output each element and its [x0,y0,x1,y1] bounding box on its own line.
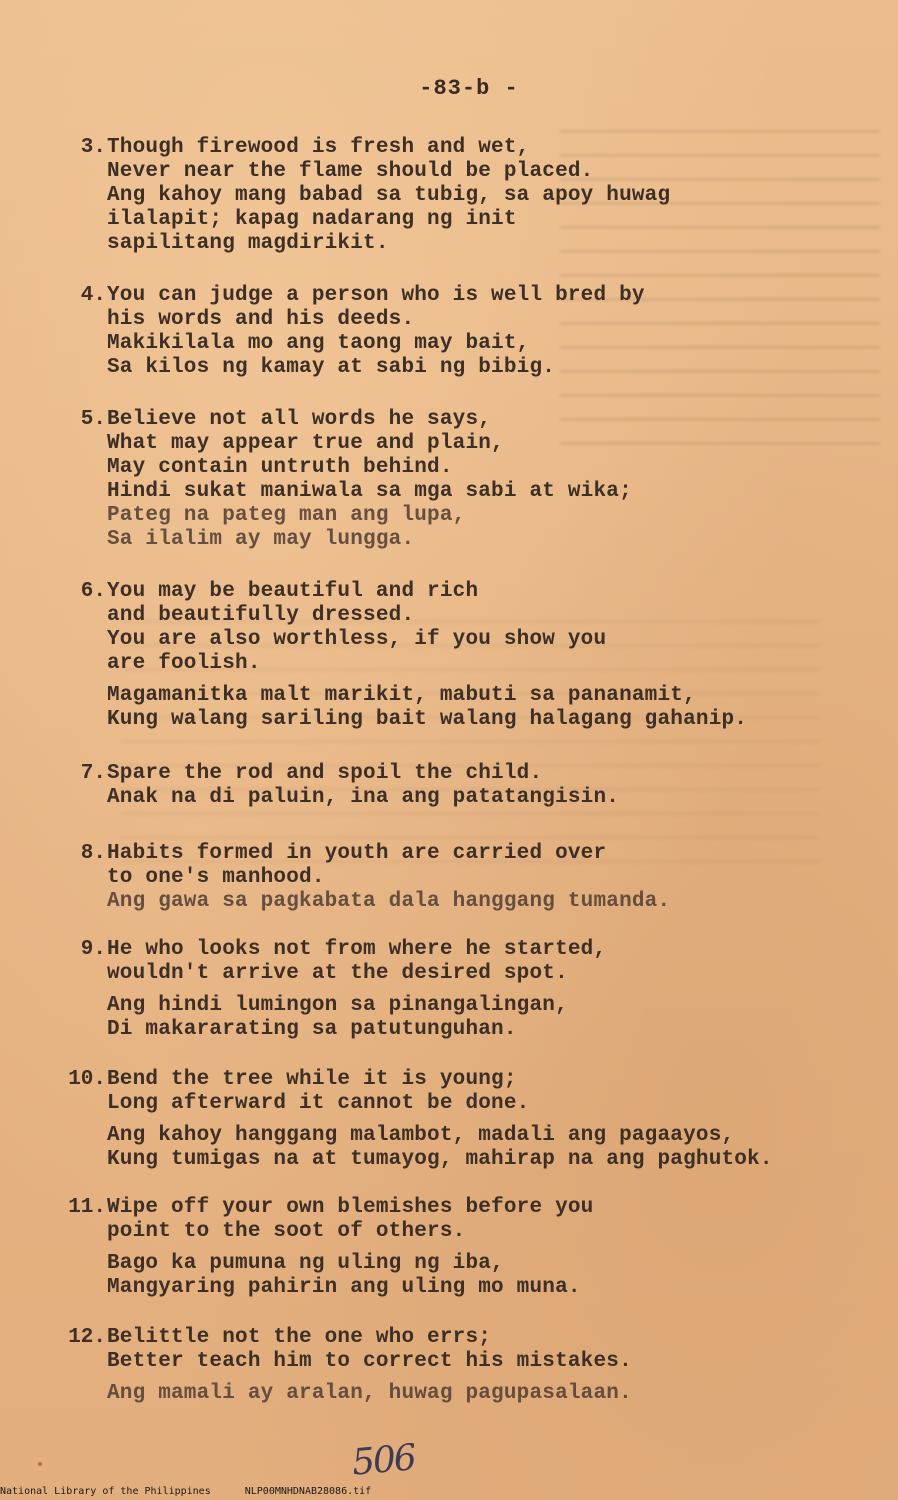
english-line: What may appear true and plain, [107,432,504,455]
english-line: Belittle not the one who errs; [107,1326,492,1349]
english-line: He who looks not from where he started, [107,938,607,961]
english-line: Wipe off your own blemishes before you [107,1196,594,1219]
tagalog-line: Pateg na pateg man ang lupa, [107,504,466,527]
ink-mark [38,1462,42,1466]
proverb-number: 4. [80,284,106,307]
english-line: You may be beautiful and rich [107,580,479,603]
proverb-number: 3. [80,136,106,159]
tagalog-line: Ang hindi lumingon sa pinangalingan, [107,994,568,1017]
english-line: Habits formed in youth are carried over [107,842,607,865]
english-line: Spare the rod and spoil the child. [107,762,543,785]
tagalog-line: Sa ilalim ay may lungga. [107,528,415,551]
english-line: to one's manhood. [107,866,325,889]
english-line: Long afterward it cannot be done. [107,1092,530,1115]
english-line: Bend the tree while it is young; [107,1068,517,1091]
tagalog-line: sapilitang magdirikit. [107,232,389,255]
tagalog-line: Hindi sukat maniwala sa mga sabi at wika; [107,480,632,503]
proverb-number: 6. [80,580,106,603]
english-line: are foolish. [107,652,261,675]
tagalog-line: Sa kilos ng kamay at sabi ng bibig. [107,356,556,379]
english-line: point to the soot of others. [107,1220,466,1243]
tagalog-line: Magamanitka malt marikit, mabuti sa pananamit, [107,684,696,707]
tagalog-line: Anak na di paluin, ina ang patatangisin. [107,786,620,809]
proverb-number: 9. [80,938,106,961]
proverb-number: 5. [80,408,106,431]
page-number: -83-b - [419,76,519,101]
english-line: May contain untruth behind. [107,456,453,479]
english-line: Never near the flame should be placed. [107,160,594,183]
tagalog-line: Di makararating sa patutunguhan. [107,1018,517,1041]
tagalog-line: Bago ka pumuna ng uling ng iba, [107,1252,504,1275]
tagalog-line: Makikilala mo ang taong may bait, [107,332,530,355]
tagalog-line: ilalapit; kapag nadarang ng init [107,208,517,231]
proverb-number: 10. [68,1068,106,1091]
english-line: Though firewood is fresh and wet, [107,136,530,159]
english-line: his words and his deeds. [107,308,415,331]
tagalog-line: Ang mamali ay aralan, huwag pagupasalaan. [107,1382,632,1405]
tagalog-line: Ang kahoy mang babad sa tubig, sa apoy huwag [107,184,671,207]
english-line: You can judge a person who is well bred by [107,284,645,307]
scan-footer [0,1486,371,1497]
english-line: and beautifully dressed. [107,604,415,627]
proverb-number: 7. [80,762,106,785]
tagalog-line: Ang kahoy hanggang malambot, madali ang pagaayos, [107,1124,735,1147]
english-line: Better teach him to correct his mistakes. [107,1350,632,1373]
tagalog-line: Mangyaring pahirin ang uling mo muna. [107,1276,581,1299]
proverb-number: 12. [68,1326,106,1349]
english-line: Believe not all words he says, [107,408,492,431]
library-credit: National Library of the Philippines [0,1486,211,1497]
english-line: wouldn't arrive at the desired spot. [107,962,568,985]
handwritten-page-number: 506 [350,1437,417,1484]
file-id: NLP00MNHDNAB28086.tif [244,1486,372,1497]
proverb-number: 11. [68,1196,106,1219]
tagalog-line: Kung walang sariling bait walang halagang gahanip. [107,708,748,731]
proverb-number: 8. [80,842,106,865]
tagalog-line: Kung tumigas na at tumayog, mahirap na ang paghutok. [107,1148,773,1171]
tagalog-line: Ang gawa sa pagkabata dala hanggang tumanda. [107,890,671,913]
english-line: You are also worthless, if you show you [107,628,607,651]
